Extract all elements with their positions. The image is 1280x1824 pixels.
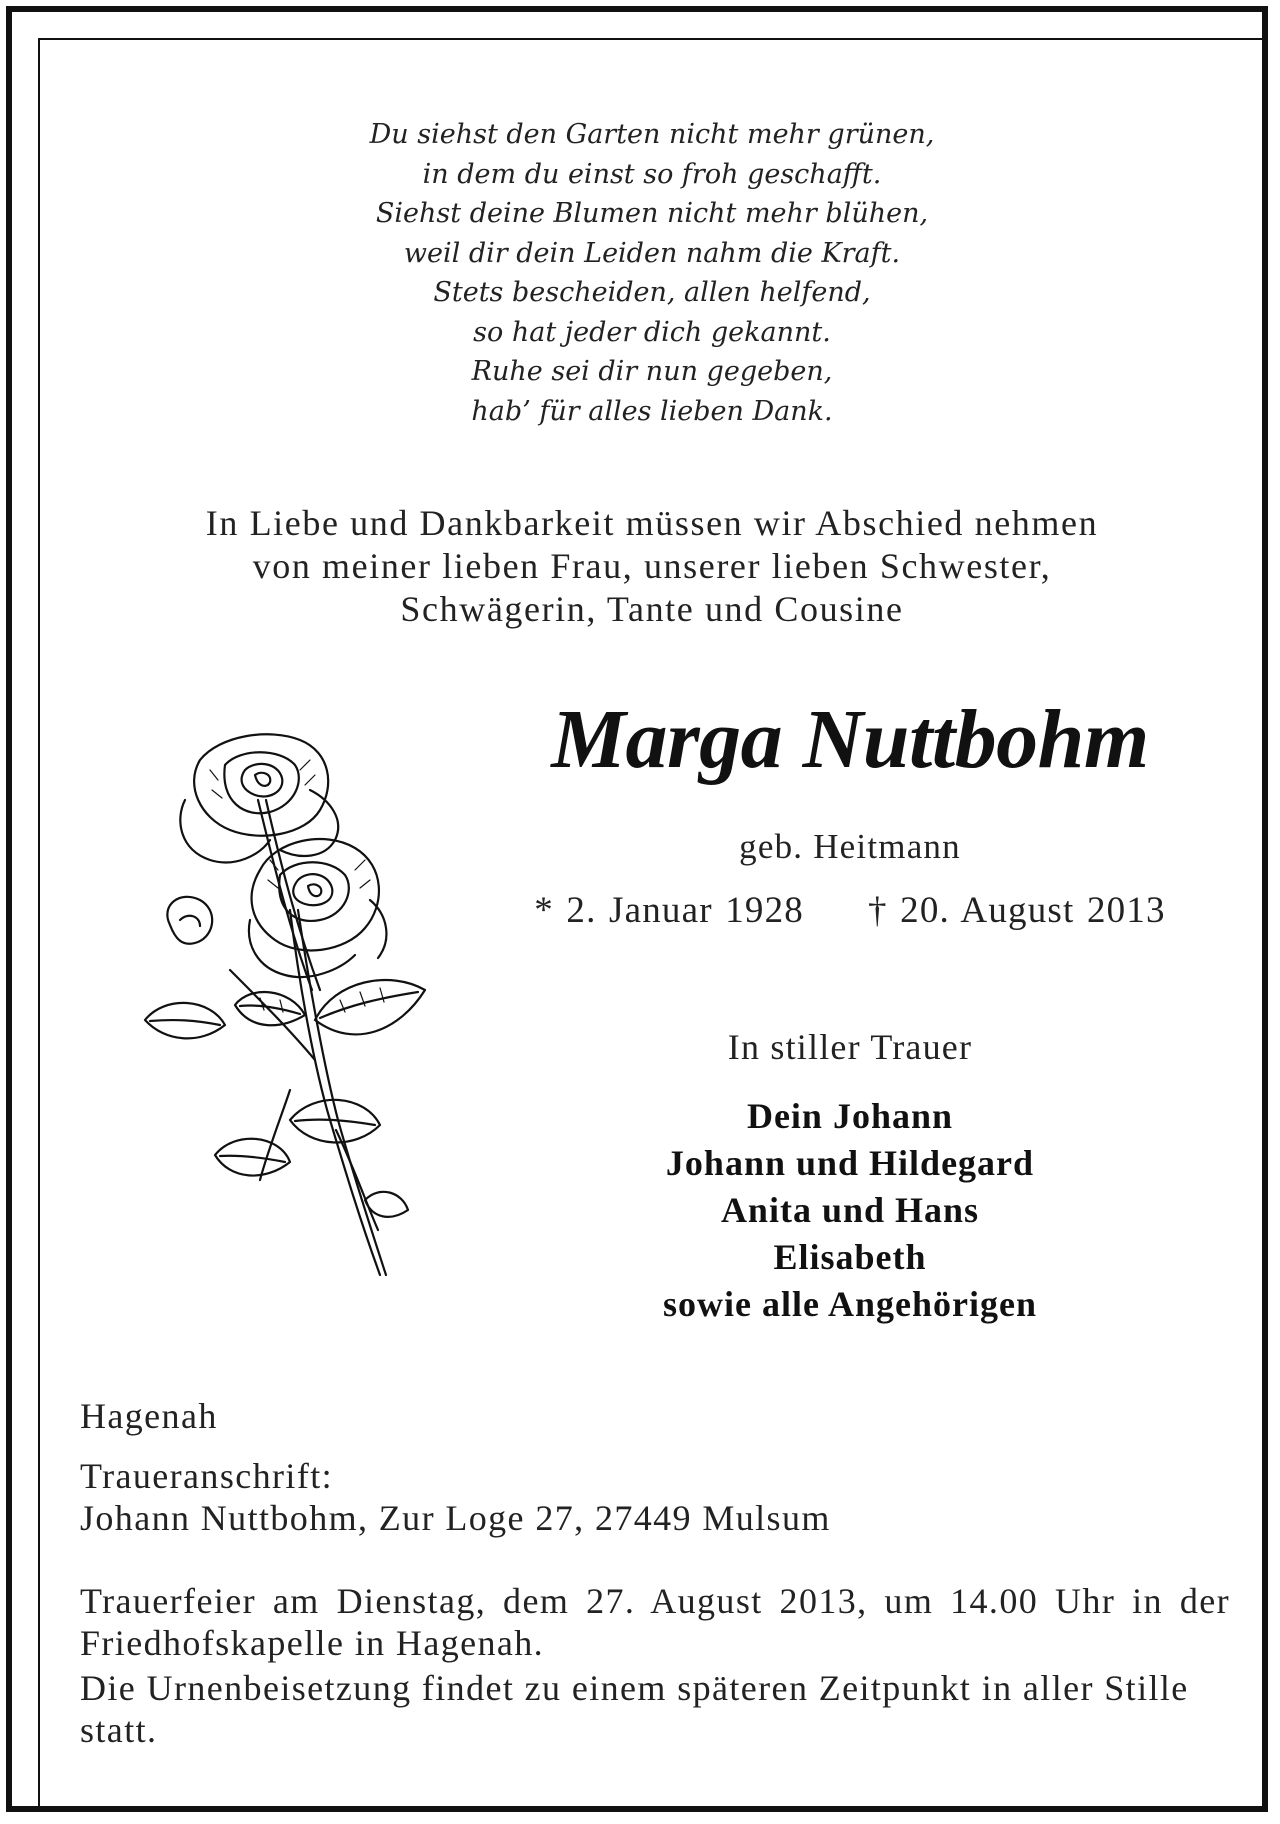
poem-line: in dem du einst so froh geschafft. <box>422 158 882 190</box>
birth-date: * 2. Januar 1928 <box>534 890 804 931</box>
poem-line: Du siehst den Garten nicht mehr grünen, <box>369 119 935 150</box>
poem-line: Ruhe sei dir nun gegeben, <box>471 356 833 387</box>
mourner: Anita und Hans <box>720 1190 980 1230</box>
mourner: Elisabeth <box>773 1237 927 1277</box>
place: Hagenah <box>80 1396 218 1436</box>
poem-line: Stets bescheiden, allen helfend, <box>433 277 871 308</box>
deceased-name: Marga Nuttbohm <box>551 693 1149 786</box>
poem-line: Siehst deine Blumen nicht mehr blühen, <box>375 198 929 229</box>
birth-name: geb. Heitmann <box>739 827 961 866</box>
poem-line: so hat jeder dich gekannt. <box>473 316 831 348</box>
mourner: sowie alle Angehörigen <box>663 1284 1037 1324</box>
service-info: Trauerfeier am Dienstag, dem 27. August 2013, um 14.00 Uhr in der Friedhofskapelle in Hagenah. <box>80 1581 1230 1663</box>
mourning-address <box>80 1455 1230 1539</box>
mourners-list <box>450 1093 1250 1328</box>
poem-line: weil dir dein Leiden nahm die Kraft. <box>403 237 901 269</box>
poem-line: hab’ für alles lieben Dank. <box>471 395 833 427</box>
address-label: Traueranschrift: <box>80 1456 334 1496</box>
death-date: † 20. August 2013 <box>868 890 1166 931</box>
mourner: Johann und Hildegard <box>665 1143 1035 1183</box>
mourner: Dein Johann <box>746 1096 954 1136</box>
life-dates <box>450 888 1250 934</box>
burial-info: Die Urnenbeisetzung findet zu einem späteren Zeitpunkt in aller Stille statt. <box>80 1668 1189 1750</box>
intro-line: von meiner lieben Frau, unserer lieben Schwester, <box>252 546 1052 586</box>
farewell-intro <box>80 502 1224 631</box>
address: Johann Nuttbohm, Zur Loge 27, 27449 Mulsum <box>80 1498 831 1538</box>
mourning-line: In stiller Trauer <box>727 1027 973 1067</box>
intro-line: Schwägerin, Tante und Cousine <box>400 589 904 629</box>
inner-border <box>38 38 1266 1810</box>
poem <box>40 115 1264 431</box>
rose-icon <box>140 730 430 1290</box>
outer-border <box>6 6 1268 1812</box>
intro-line: In Liebe und Dankbarkeit müssen wir Abschied nehmen <box>205 503 1099 543</box>
